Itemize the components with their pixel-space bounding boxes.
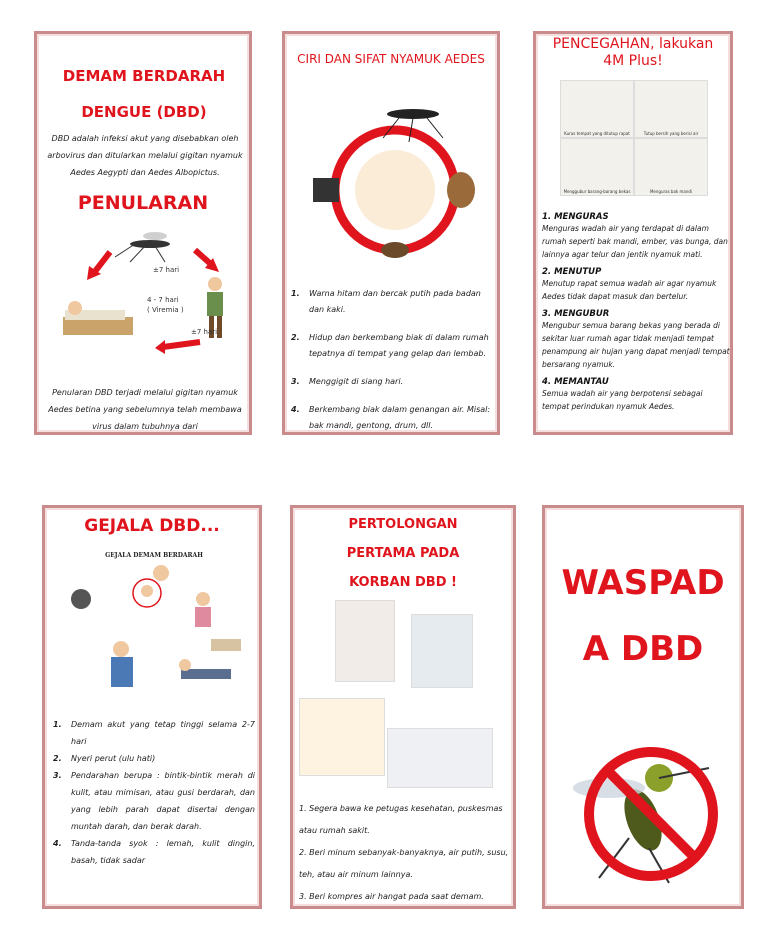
list-item: 1. Segera bawa ke petugas kesehatan, puskesmas atau rumah sakit. [299, 804, 503, 835]
panel-first-aid [290, 505, 516, 909]
panel-waspada [542, 505, 744, 909]
compress-illustration [299, 698, 385, 776]
doctor-photo [335, 600, 395, 682]
list-item: 1. Demam akut yang tetap tinggi selama 2-7 hari [53, 720, 255, 746]
panel-title: WASPADA DBD [561, 563, 725, 669]
panel-title: GEJALA DBD... [84, 516, 220, 536]
list-item: 2. Nyeri perut (ulu hati) [53, 754, 156, 763]
panel-title: CIRI DAN SIFAT NYAMUK AEDES [297, 52, 485, 66]
symptoms-illustration: GEJALA DEMAM BERDARAH [61, 552, 247, 700]
panel-prevention [533, 31, 733, 435]
list-item: 1. Warna hitam dan bercak putih pada badan dan kaki. [291, 289, 481, 314]
grid-cell: Menguras bak mandi [634, 138, 708, 196]
grid-cell: Kuras tempat yang ditutup rapat [560, 80, 634, 138]
first-aid-list [299, 798, 509, 908]
list-item: 3. Pendarahan berupa : bintik-bintik merah di kulit, atau mimisan, atau gusi berdarah, dan yang lebih parah dapat disertai dengan muntah darah, dan berak darah. [53, 771, 255, 831]
panel-symptoms [42, 505, 262, 909]
panel-title: DEMAM BERDARAH DENGUE (DBD) [62, 67, 226, 121]
cycle-label: 4 - 7 hari [147, 296, 179, 304]
traits-list [291, 286, 491, 434]
list-item: 2. Hidup dan berkembang biak di dalam rumah tepatnya di tempat yang gelap dan lembab. [291, 333, 489, 358]
grid-cell: Menggubur barang-barang bekas [560, 138, 634, 196]
transmission-cycle-illustration [55, 222, 235, 362]
no-mosquito-icon [559, 738, 735, 888]
4m-grid-illustration [560, 80, 706, 196]
list-item: 4. MEMANTAU Semua wadah air yang berpotensi sebagai tempat perindukan nyamuk Aedes. [542, 377, 703, 411]
transmission-text: Penularan DBD terjadi melalui gigitan nyamuk Aedes betina yang sebelumnya telah membawa virus dalam tubuhnya dari [48, 388, 242, 431]
list-item: 3. Menggigit di siang hari. [291, 377, 404, 386]
medicine-photo [387, 728, 493, 788]
section-title: PENULARAN [77, 192, 209, 214]
symptoms-list [53, 716, 255, 869]
eggs-icon [313, 178, 339, 202]
list-item: 4. Berkembang biak dalam genangan air. Misal: bak mandi, gentong, drum, dll. [291, 405, 491, 430]
list-item: 3. MENGUBUR Mengubur semua barang bekas yang berada di sekitar luar rumah agar tidak menjadi tempat penampung air hujan yang dapat menjadi tempat bersarang nyamuk. [542, 309, 730, 369]
list-item: 4. Tanda-tanda syok : lemah, kulit dingin, basah, tidak sadar [53, 839, 255, 865]
4m-list [542, 206, 732, 413]
cycle-label: ( Viremia ) [147, 306, 184, 314]
panel-title: PERTOLONGAN PERTAMA PADA KORBAN DBD ! [346, 517, 460, 590]
list-item: 2. MENUTUP Menutup rapat semua wadah air agar nyamuk Aedes tidak dapat masuk dan bertelur. [542, 267, 717, 301]
larva-icon [381, 242, 409, 258]
grid-cell: Tutup bersih yang berisi air [634, 80, 708, 138]
mosquito-lifecycle-illustration [303, 98, 483, 264]
pupa-icon [447, 172, 475, 208]
list-item: 1. MENGURAS Menguras wadah air yang terdapat di dalam rumah seperti bak mandi, ember, vas bunga, dan lainnya agar telur dan jentik nyamuk mati. [542, 212, 728, 259]
list-item: 2. Beri minum sebanyak-banyaknya, air putih, susu, teh, atau air minum lainnya. [299, 848, 509, 879]
mosquito-icon [115, 232, 170, 262]
panel-mosquito-traits [282, 31, 500, 435]
intro-text: DBD adalah infeksi akut yang disebabkan oleh arbovirus dan ditularkan melalui gigitan nyamuk Aedes Aegypti dan Aedes Albopictus. [47, 134, 243, 177]
cycle-label: ±7 hari [153, 266, 180, 274]
panel-dbd-intro [34, 31, 252, 435]
list-item: 3. Beri kompres air hangat pada saat demam. [299, 892, 484, 901]
panel-title: PENCEGAHAN, lakukan 4M Plus! [552, 36, 714, 69]
cycle-label: ±7 hari [191, 328, 218, 336]
sick-person-bed-icon [63, 301, 133, 335]
drinking-photo [411, 614, 473, 688]
